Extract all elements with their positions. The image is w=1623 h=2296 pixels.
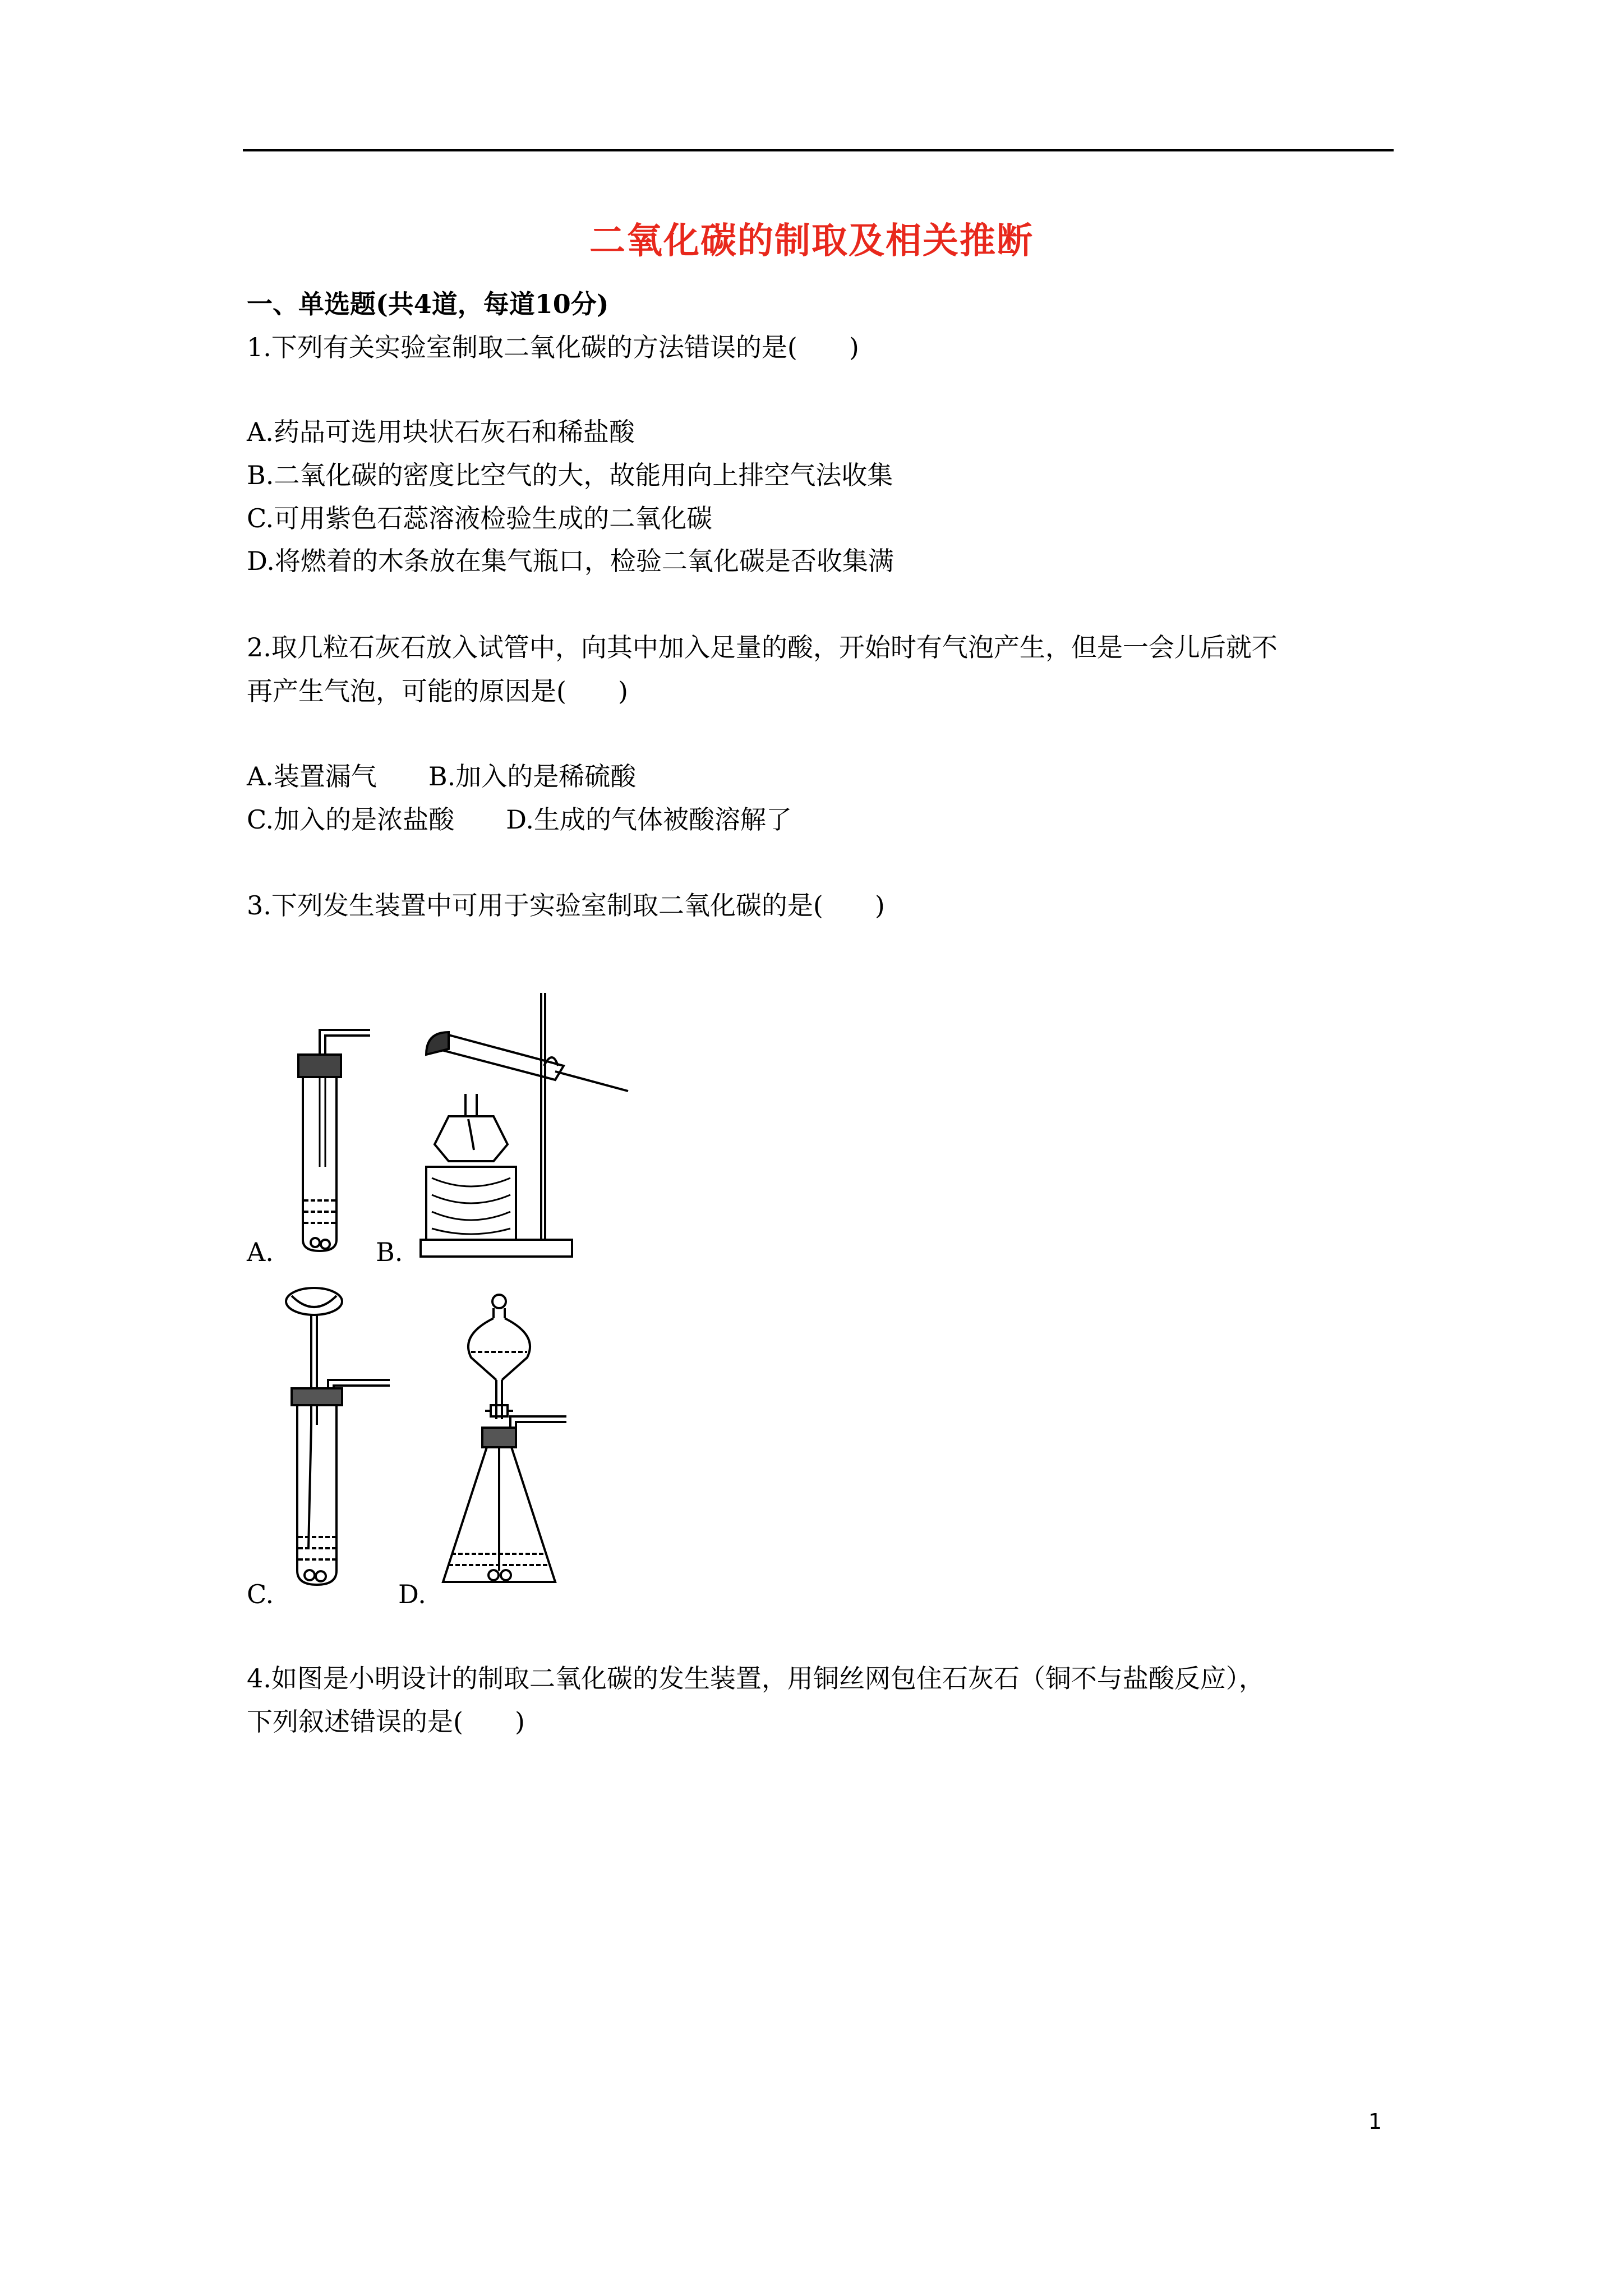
q4-stem-line1: 4.如图是小明设计的制取二氧化碳的发生装置，用铜丝网包住石灰石（铜不与盐酸反应）， bbox=[247, 1663, 1265, 1694]
q3-stem: 3.下列发生装置中可用于实验室制取二氧化碳的是( ) bbox=[247, 890, 885, 921]
q1-stem: 1.下列有关实验室制取二氧化碳的方法错误的是( ) bbox=[247, 332, 859, 362]
header-rule bbox=[243, 149, 1394, 151]
q3-label-a: A. bbox=[247, 1237, 274, 1267]
apparatus-b-figure bbox=[415, 982, 639, 1262]
apparatus-c-figure bbox=[275, 1279, 398, 1593]
page-title: 二氧化碳的制取及相关推断 bbox=[589, 220, 1034, 262]
apparatus-a-figure bbox=[275, 1021, 381, 1257]
q1-option-b: B.二氧化碳的密度比空气的大，故能用向上排空气法收集 bbox=[247, 460, 893, 490]
q1-option-a: A.药品可选用块状石灰石和稀盐酸 bbox=[247, 417, 635, 447]
q2-options-line2: C.加入的是浓盐酸 D.生成的气体被酸溶解了 bbox=[247, 804, 792, 835]
q1-option-d: D.将燃着的木条放在集气瓶口，检验二氧化碳是否收集满 bbox=[247, 546, 894, 576]
q2-stem-line1: 2.取几粒石灰石放入试管中，向其中加入足量的酸，开始时有气泡产生，但是一会儿后就不 bbox=[247, 632, 1278, 662]
section-heading: 一、单选题(共4道，每道10分) bbox=[247, 289, 609, 319]
q3-label-c: C. bbox=[247, 1579, 274, 1609]
q2-stem-line2: 再产生气泡，可能的原因是( ) bbox=[247, 676, 628, 706]
q3-label-d: D. bbox=[398, 1579, 426, 1609]
apparatus-d-figure bbox=[437, 1290, 583, 1604]
q3-label-b: B. bbox=[376, 1237, 403, 1267]
q4-stem-line2: 下列叙述错误的是( ) bbox=[247, 1706, 525, 1737]
q2-options-line1: A.装置漏气 B.加入的是稀硫酸 bbox=[247, 761, 637, 792]
q1-option-c: C.可用紫色石蕊溶液检验生成的二氧化碳 bbox=[247, 503, 713, 533]
page-number: 1 bbox=[1368, 2109, 1382, 2134]
